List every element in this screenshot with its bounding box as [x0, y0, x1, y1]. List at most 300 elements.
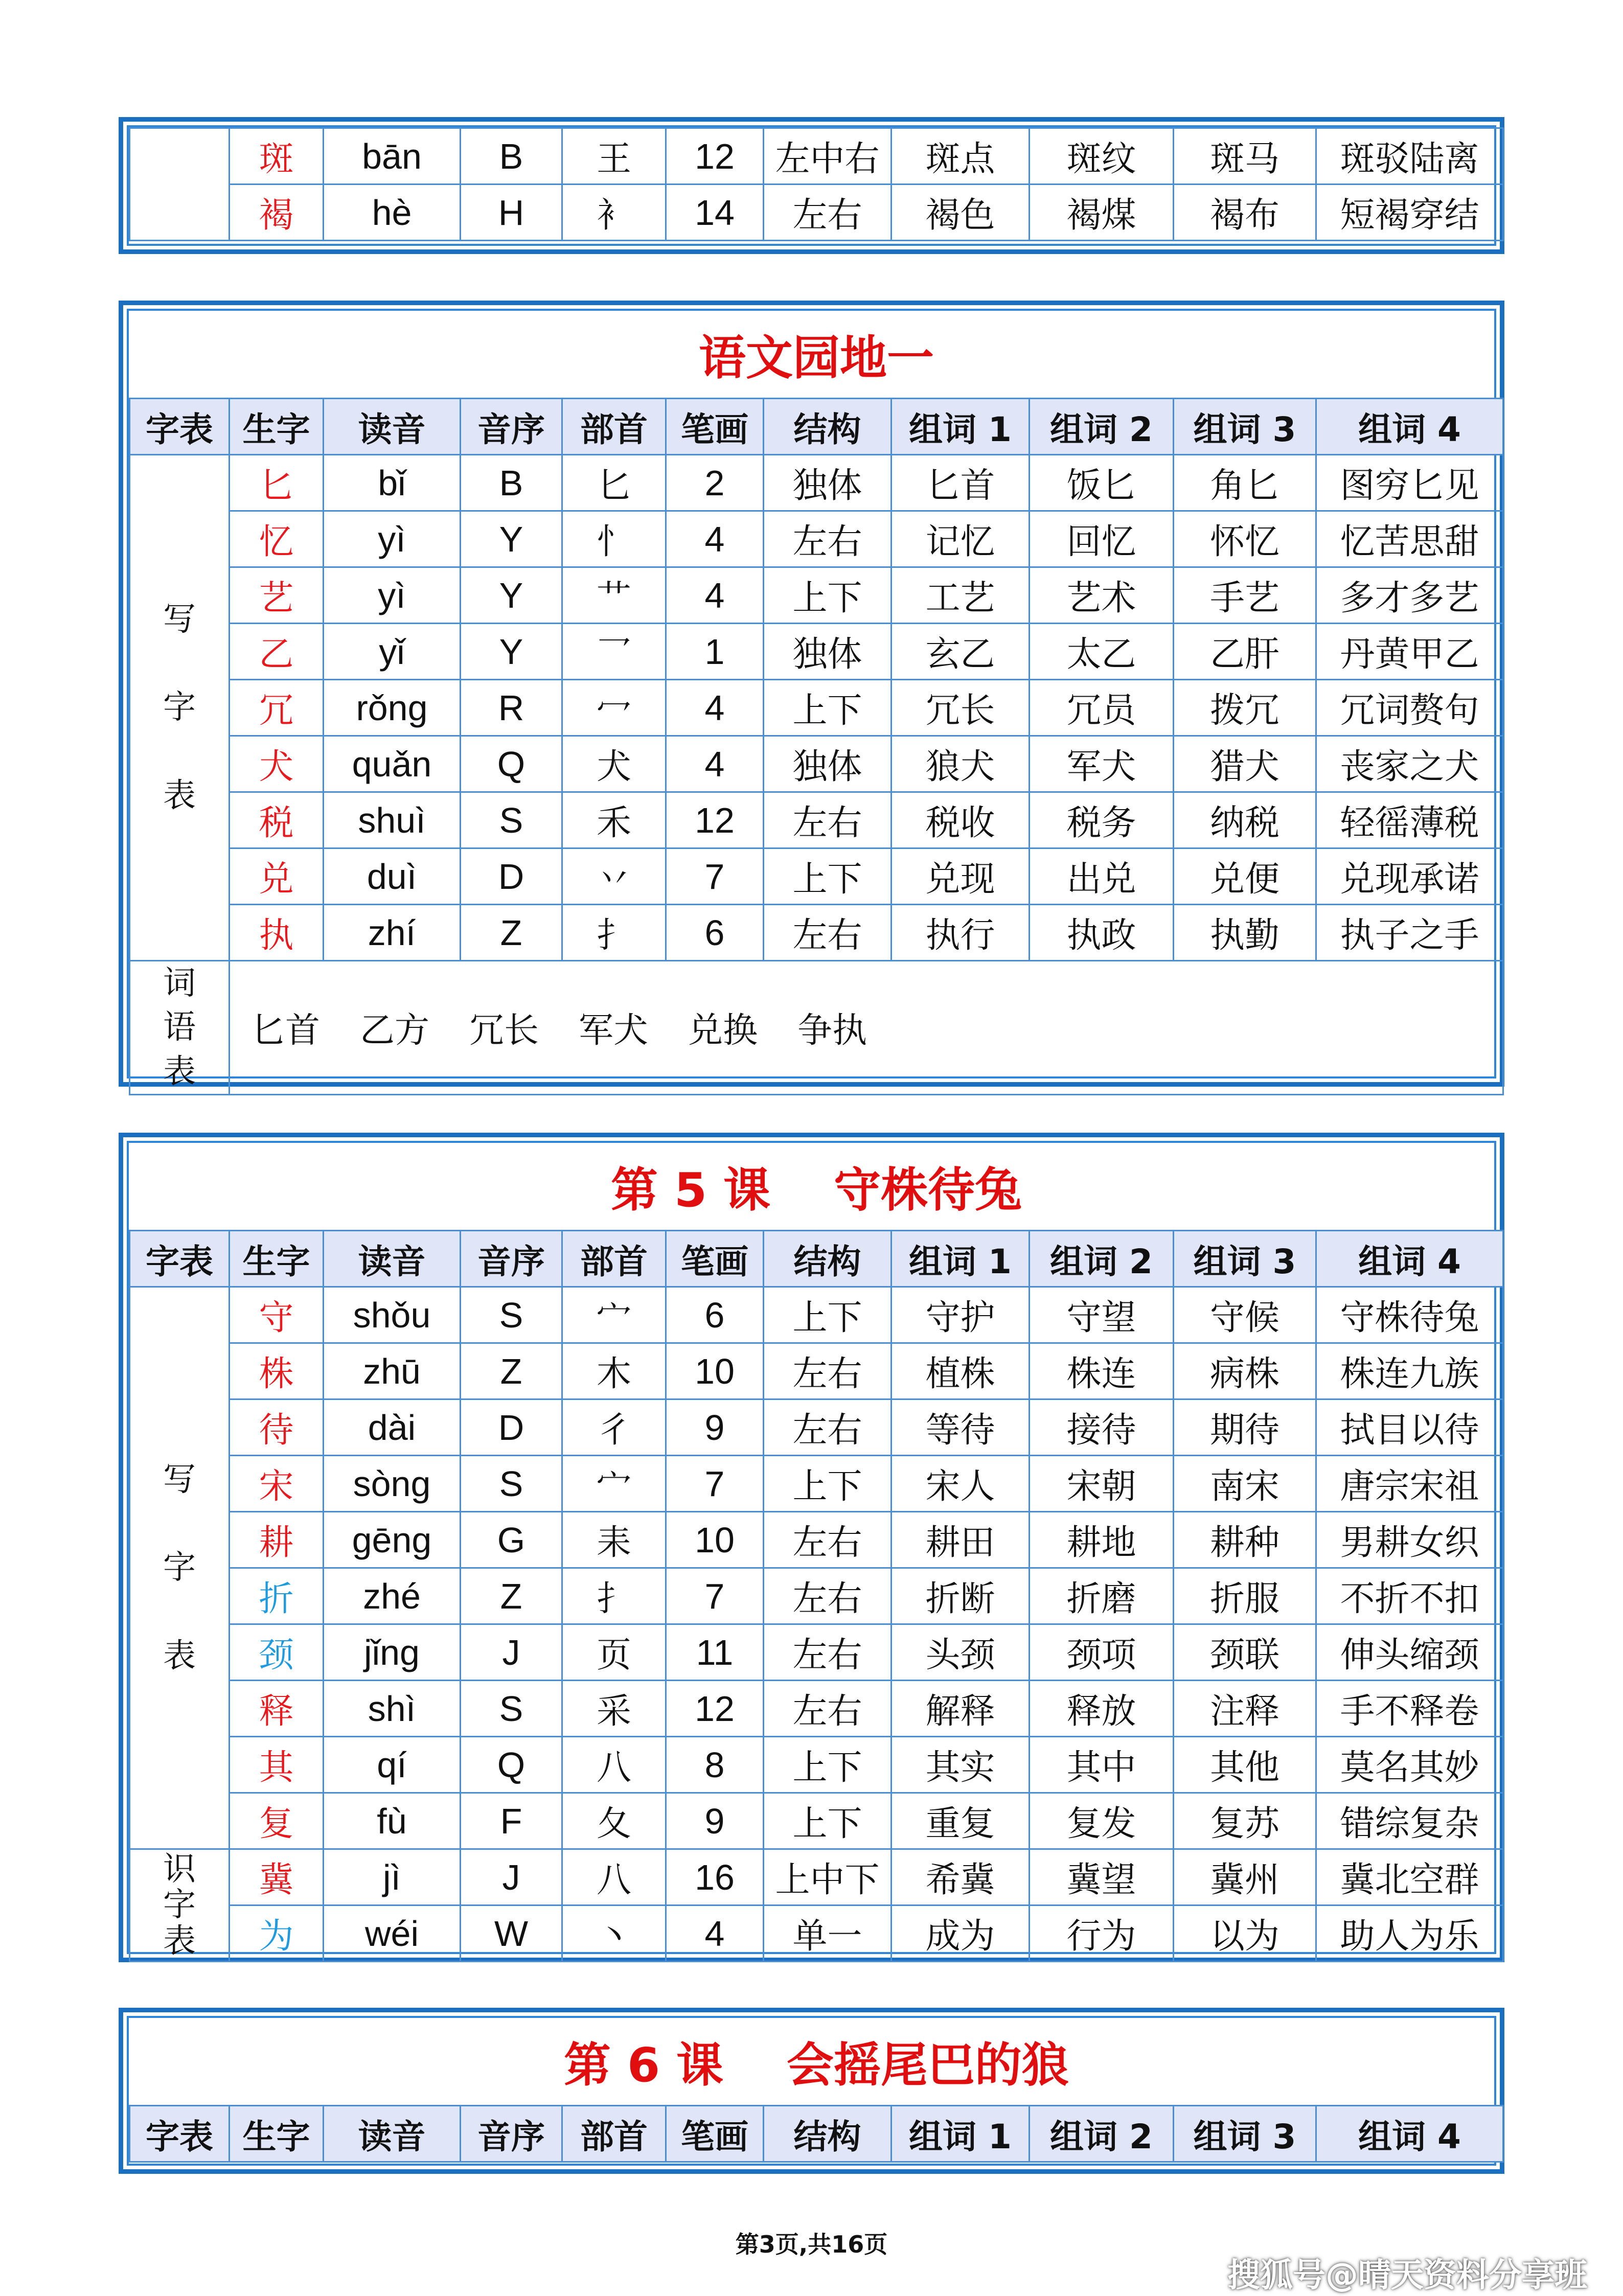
page-number: 第3页,共16页 — [735, 2231, 888, 2258]
word-cell: 税务 — [1030, 792, 1174, 848]
word-cell: 折断 — [891, 1568, 1030, 1624]
word-cell: 怀忆 — [1174, 511, 1316, 567]
word-cell: 拨冗 — [1174, 680, 1316, 736]
pinyin-cell: jì — [324, 1849, 461, 1905]
word-cell: 期待 — [1174, 1399, 1316, 1456]
word-cell: 冀州 — [1174, 1849, 1316, 1905]
pinyin-cell: shuì — [324, 792, 461, 848]
char-cell: 待 — [230, 1399, 324, 1456]
column-header: 结构 — [764, 399, 891, 455]
table-row — [130, 1287, 1503, 1343]
char-cell: 颈 — [230, 1624, 324, 1681]
table-row — [130, 1456, 1503, 1512]
vocab-word: 乙方 — [360, 1011, 430, 1051]
table-row — [130, 1568, 1503, 1624]
word-cell: 艺术 — [1030, 567, 1174, 624]
char-cell: 斑 — [230, 128, 324, 185]
char-cell: 艺 — [230, 567, 324, 624]
column-header: 音序 — [461, 399, 562, 455]
word-cell: 错综复杂 — [1316, 1793, 1503, 1849]
order-cell: S — [461, 1456, 562, 1512]
column-header: 组词 4 — [1316, 1231, 1503, 1287]
section-title-row — [130, 1143, 1503, 1231]
order-cell: B — [461, 128, 562, 185]
vocab-word: 匕首 — [250, 1011, 321, 1051]
vocab-word: 冗长 — [469, 1011, 539, 1051]
section-lesson-5 — [119, 1133, 1504, 1962]
pinyin-cell: shì — [324, 1681, 461, 1737]
word-cell: 成为 — [891, 1905, 1030, 1962]
table-row — [130, 1905, 1503, 1962]
radical-cell: 禾 — [562, 792, 666, 848]
table-row — [130, 905, 1503, 961]
word-cell: 宋朝 — [1030, 1456, 1174, 1512]
char-cell: 宋 — [230, 1456, 324, 1512]
section-lesson-6 — [119, 2008, 1504, 2174]
word-cell: 丹黄甲乙 — [1316, 624, 1503, 680]
radical-cell: 页 — [562, 1624, 666, 1681]
table-row — [130, 1737, 1503, 1793]
char-cell: 为 — [230, 1905, 324, 1962]
column-header: 组词 4 — [1316, 399, 1503, 455]
word-cell: 耕田 — [891, 1512, 1030, 1568]
strokes-cell: 4 — [666, 1905, 764, 1962]
section-title-row — [130, 2018, 1503, 2106]
order-cell: F — [461, 1793, 562, 1849]
word-cell: 伸头缩颈 — [1316, 1624, 1503, 1681]
pinyin-cell: qí — [324, 1737, 461, 1793]
word-cell: 其中 — [1030, 1737, 1174, 1793]
order-cell: Y — [461, 567, 562, 624]
order-cell: R — [461, 680, 562, 736]
word-cell: 等待 — [891, 1399, 1030, 1456]
column-header: 组词 3 — [1174, 2106, 1316, 2162]
word-cell: 手艺 — [1174, 567, 1316, 624]
word-cell: 不折不扣 — [1316, 1568, 1503, 1624]
word-cell: 褐布 — [1174, 185, 1316, 241]
radical-cell: 丷 — [562, 848, 666, 905]
word-cell: 丧家之犬 — [1316, 736, 1503, 792]
structure-cell: 独体 — [764, 736, 891, 792]
pinyin-cell: yǐ — [324, 624, 461, 680]
vocab-word: 争执 — [797, 1011, 867, 1051]
word-cell: 拭目以待 — [1316, 1399, 1503, 1456]
word-cell: 兑现 — [891, 848, 1030, 905]
word-cell: 执行 — [891, 905, 1030, 961]
table-continuation — [119, 117, 1504, 254]
radical-cell: 匕 — [562, 455, 666, 511]
section-title: 语文园地一 — [130, 311, 1503, 399]
word-cell: 太乙 — [1030, 624, 1174, 680]
structure-cell: 左中右 — [764, 128, 891, 185]
structure-cell: 左右 — [764, 1512, 891, 1568]
structure-cell: 左右 — [764, 1399, 891, 1456]
table-row — [130, 455, 1503, 511]
word-cell: 斑马 — [1174, 128, 1316, 185]
strokes-cell: 1 — [666, 624, 764, 680]
column-header: 音序 — [461, 2106, 562, 2162]
column-header: 组词 4 — [1316, 2106, 1503, 2162]
order-cell: D — [461, 848, 562, 905]
radical-cell: 耒 — [562, 1512, 666, 1568]
char-cell: 折 — [230, 1568, 324, 1624]
strokes-cell: 12 — [666, 1681, 764, 1737]
column-header: 部首 — [562, 399, 666, 455]
pinyin-cell: zhí — [324, 905, 461, 961]
vocab-row — [130, 961, 1503, 1095]
table-row — [130, 567, 1503, 624]
char-cell: 耕 — [230, 1512, 324, 1568]
section-yuwen-yuandi-1 — [119, 301, 1504, 1091]
pinyin-cell: dài — [324, 1399, 461, 1456]
word-cell: 其实 — [891, 1737, 1030, 1793]
strokes-cell: 7 — [666, 1456, 764, 1512]
section-title-row — [130, 311, 1503, 399]
radical-cell: 宀 — [562, 1287, 666, 1343]
word-cell: 斑驳陆离 — [1316, 128, 1503, 185]
word-cell: 守望 — [1030, 1287, 1174, 1343]
word-cell: 执政 — [1030, 905, 1174, 961]
word-cell: 回忆 — [1030, 511, 1174, 567]
strokes-cell: 2 — [666, 455, 764, 511]
order-cell: Q — [461, 736, 562, 792]
char-cell: 其 — [230, 1737, 324, 1793]
word-cell: 褐煤 — [1030, 185, 1174, 241]
radical-cell: 衤 — [562, 185, 666, 241]
strokes-cell: 14 — [666, 185, 764, 241]
structure-cell: 左右 — [764, 185, 891, 241]
word-cell: 工艺 — [891, 567, 1030, 624]
strokes-cell: 7 — [666, 848, 764, 905]
column-header: 组词 2 — [1030, 399, 1174, 455]
structure-cell: 左右 — [764, 1568, 891, 1624]
word-cell: 株连 — [1030, 1343, 1174, 1399]
pinyin-cell: zhū — [324, 1343, 461, 1399]
write-table-label: 写 字 表 — [130, 1287, 230, 1849]
order-cell: Y — [461, 511, 562, 567]
column-header: 读音 — [324, 2106, 461, 2162]
structure-cell: 上下 — [764, 1456, 891, 1512]
word-cell: 狼犬 — [891, 736, 1030, 792]
strokes-cell: 11 — [666, 1624, 764, 1681]
column-header: 组词 3 — [1174, 399, 1316, 455]
pinyin-cell: shǒu — [324, 1287, 461, 1343]
column-header: 音序 — [461, 1231, 562, 1287]
char-table-section1 — [129, 311, 1504, 1095]
word-cell: 冗员 — [1030, 680, 1174, 736]
table-row — [130, 185, 1503, 241]
strokes-cell: 6 — [666, 905, 764, 961]
order-cell: G — [461, 1512, 562, 1568]
word-cell: 男耕女织 — [1316, 1512, 1503, 1568]
radical-cell: 宀 — [562, 1456, 666, 1512]
word-cell: 冗词赘句 — [1316, 680, 1503, 736]
column-header: 组词 1 — [891, 399, 1030, 455]
side-label-empty — [130, 128, 230, 241]
char-cell: 犬 — [230, 736, 324, 792]
char-table-section2 — [129, 1143, 1504, 1962]
structure-cell: 上下 — [764, 848, 891, 905]
table-row — [130, 736, 1503, 792]
pinyin-cell: quǎn — [324, 736, 461, 792]
word-cell: 植株 — [891, 1343, 1030, 1399]
word-cell: 手不释卷 — [1316, 1681, 1503, 1737]
char-cell: 株 — [230, 1343, 324, 1399]
word-cell: 复发 — [1030, 1793, 1174, 1849]
word-cell: 助人为乐 — [1316, 1905, 1503, 1962]
pinyin-cell: sòng — [324, 1456, 461, 1512]
word-cell: 冀望 — [1030, 1849, 1174, 1905]
column-header: 部首 — [562, 2106, 666, 2162]
table-row — [130, 792, 1503, 848]
table-row — [130, 128, 1503, 185]
char-cell: 褐 — [230, 185, 324, 241]
table-row — [130, 511, 1503, 567]
pinyin-cell: zhé — [324, 1568, 461, 1624]
pinyin-cell: wéi — [324, 1905, 461, 1962]
pinyin-cell: yì — [324, 567, 461, 624]
column-header: 组词 2 — [1030, 1231, 1174, 1287]
column-header: 组词 1 — [891, 1231, 1030, 1287]
column-header: 结构 — [764, 2106, 891, 2162]
word-cell: 短褐穿结 — [1316, 185, 1503, 241]
structure-cell: 上中下 — [764, 1849, 891, 1905]
strokes-cell: 9 — [666, 1793, 764, 1849]
vocab-word: 兑换 — [688, 1011, 758, 1051]
word-cell: 角匕 — [1174, 455, 1316, 511]
char-table-section3 — [129, 2018, 1504, 2163]
char-cell: 守 — [230, 1287, 324, 1343]
structure-cell: 上下 — [764, 1737, 891, 1793]
column-header: 组词 3 — [1174, 1231, 1316, 1287]
structure-cell: 独体 — [764, 624, 891, 680]
word-cell: 折服 — [1174, 1568, 1316, 1624]
radical-cell: 扌 — [562, 905, 666, 961]
pinyin-cell: duì — [324, 848, 461, 905]
char-cell: 忆 — [230, 511, 324, 567]
word-cell: 接待 — [1030, 1399, 1174, 1456]
word-cell: 军犬 — [1030, 736, 1174, 792]
radical-cell: 冖 — [562, 680, 666, 736]
word-cell: 行为 — [1030, 1905, 1174, 1962]
structure-cell: 左右 — [764, 792, 891, 848]
radical-cell: 忄 — [562, 511, 666, 567]
column-header: 生字 — [230, 1231, 324, 1287]
order-cell: S — [461, 792, 562, 848]
word-cell: 斑点 — [891, 128, 1030, 185]
order-cell: S — [461, 1681, 562, 1737]
word-cell: 饭匕 — [1030, 455, 1174, 511]
char-cell: 税 — [230, 792, 324, 848]
table-row — [130, 1681, 1503, 1737]
strokes-cell: 8 — [666, 1737, 764, 1793]
word-cell: 出兑 — [1030, 848, 1174, 905]
radical-cell: 夂 — [562, 1793, 666, 1849]
word-cell: 兑现承诺 — [1316, 848, 1503, 905]
char-cell: 匕 — [230, 455, 324, 511]
radical-cell: 丶 — [562, 1905, 666, 1962]
word-cell: 南宋 — [1174, 1456, 1316, 1512]
structure-cell: 单一 — [764, 1905, 891, 1962]
strokes-cell: 4 — [666, 567, 764, 624]
word-cell: 折磨 — [1030, 1568, 1174, 1624]
structure-cell: 左右 — [764, 511, 891, 567]
pinyin-cell: fù — [324, 1793, 461, 1849]
structure-cell: 左右 — [764, 1681, 891, 1737]
word-cell: 轻徭薄税 — [1316, 792, 1503, 848]
order-cell: J — [461, 1849, 562, 1905]
structure-cell: 上下 — [764, 1793, 891, 1849]
word-cell: 颈联 — [1174, 1624, 1316, 1681]
column-header: 组词 2 — [1030, 2106, 1174, 2162]
column-header: 笔画 — [666, 1231, 764, 1287]
structure-cell: 左右 — [764, 905, 891, 961]
strokes-cell: 12 — [666, 128, 764, 185]
strokes-cell: 10 — [666, 1343, 764, 1399]
column-header: 字表 — [130, 1231, 230, 1287]
word-cell: 多才多艺 — [1316, 567, 1503, 624]
order-cell: D — [461, 1399, 562, 1456]
word-cell: 图穷匕见 — [1316, 455, 1503, 511]
strokes-cell: 6 — [666, 1287, 764, 1343]
structure-cell: 上下 — [764, 680, 891, 736]
table-header-row — [130, 1231, 1503, 1287]
strokes-cell: 4 — [666, 736, 764, 792]
word-cell: 执子之手 — [1316, 905, 1503, 961]
table-header-row — [130, 2106, 1503, 2162]
strokes-cell: 10 — [666, 1512, 764, 1568]
word-cell: 病株 — [1174, 1343, 1316, 1399]
vocab-table-label: 词 语 表 — [130, 961, 230, 1095]
char-cell: 兑 — [230, 848, 324, 905]
column-header: 部首 — [562, 1231, 666, 1287]
radical-cell: 八 — [562, 1849, 666, 1905]
word-cell: 其他 — [1174, 1737, 1316, 1793]
column-header: 笔画 — [666, 399, 764, 455]
radical-cell: 彳 — [562, 1399, 666, 1456]
radical-cell: 艹 — [562, 567, 666, 624]
word-cell: 乙肝 — [1174, 624, 1316, 680]
radical-cell: 八 — [562, 1737, 666, 1793]
word-cell: 耕种 — [1174, 1512, 1316, 1568]
pinyin-cell: hè — [324, 185, 461, 241]
write-table-label: 写 字 表 — [130, 455, 230, 961]
word-cell: 颈项 — [1030, 1624, 1174, 1681]
word-cell: 株连九族 — [1316, 1343, 1503, 1399]
word-cell: 耕地 — [1030, 1512, 1174, 1568]
char-cell: 复 — [230, 1793, 324, 1849]
word-cell: 执勤 — [1174, 905, 1316, 961]
column-header: 字表 — [130, 399, 230, 455]
word-cell: 解释 — [891, 1681, 1030, 1737]
word-cell: 玄乙 — [891, 624, 1030, 680]
word-cell: 守候 — [1174, 1287, 1316, 1343]
order-cell: W — [461, 1905, 562, 1962]
column-header: 读音 — [324, 399, 461, 455]
order-cell: Z — [461, 905, 562, 961]
table-row — [130, 1512, 1503, 1568]
strokes-cell: 16 — [666, 1849, 764, 1905]
char-cell: 冀 — [230, 1849, 324, 1905]
table-row — [130, 1849, 1503, 1905]
column-header: 生字 — [230, 2106, 324, 2162]
radical-cell: 王 — [562, 128, 666, 185]
pinyin-cell: jǐng — [324, 1624, 461, 1681]
word-cell: 唐宗宋祖 — [1316, 1456, 1503, 1512]
word-cell: 守株待兔 — [1316, 1287, 1503, 1343]
char-cell: 执 — [230, 905, 324, 961]
structure-cell: 上下 — [764, 567, 891, 624]
pinyin-cell: yì — [324, 511, 461, 567]
word-cell: 宋人 — [891, 1456, 1030, 1512]
pinyin-cell: gēng — [324, 1512, 461, 1568]
word-cell: 释放 — [1030, 1681, 1174, 1737]
vocab-list — [230, 961, 1503, 1095]
table-row — [130, 1343, 1503, 1399]
radical-cell: 乛 — [562, 624, 666, 680]
order-cell: Y — [461, 624, 562, 680]
order-cell: Z — [461, 1568, 562, 1624]
structure-cell: 上下 — [764, 1287, 891, 1343]
word-cell: 兑便 — [1174, 848, 1316, 905]
column-header: 结构 — [764, 1231, 891, 1287]
vocab-word: 军犬 — [579, 1011, 649, 1051]
structure-cell: 独体 — [764, 455, 891, 511]
table-row — [130, 848, 1503, 905]
strokes-cell: 4 — [666, 680, 764, 736]
radical-cell: 犬 — [562, 736, 666, 792]
word-cell: 纳税 — [1174, 792, 1316, 848]
word-cell: 匕首 — [891, 455, 1030, 511]
word-cell: 复苏 — [1174, 1793, 1316, 1849]
column-header: 字表 — [130, 2106, 230, 2162]
table-row — [130, 1793, 1503, 1849]
column-header: 生字 — [230, 399, 324, 455]
strokes-cell: 9 — [666, 1399, 764, 1456]
char-table-top — [129, 127, 1504, 241]
word-cell: 忆苦思甜 — [1316, 511, 1503, 567]
order-cell: S — [461, 1287, 562, 1343]
column-header: 组词 1 — [891, 2106, 1030, 2162]
strokes-cell: 4 — [666, 511, 764, 567]
word-cell: 希冀 — [891, 1849, 1030, 1905]
word-cell: 褐色 — [891, 185, 1030, 241]
word-cell: 以为 — [1174, 1905, 1316, 1962]
word-cell: 记忆 — [891, 511, 1030, 567]
word-cell: 冗长 — [891, 680, 1030, 736]
table-row — [130, 680, 1503, 736]
char-cell: 乙 — [230, 624, 324, 680]
section-title: 第 5 课 守株待兔 — [130, 1143, 1503, 1231]
word-cell: 冀北空群 — [1316, 1849, 1503, 1905]
order-cell: Q — [461, 1737, 562, 1793]
table-row — [130, 624, 1503, 680]
order-cell: Z — [461, 1343, 562, 1399]
structure-cell: 左右 — [764, 1343, 891, 1399]
radical-cell: 木 — [562, 1343, 666, 1399]
radical-cell: 采 — [562, 1681, 666, 1737]
strokes-cell: 7 — [666, 1568, 764, 1624]
word-cell: 斑纹 — [1030, 128, 1174, 185]
word-cell: 注释 — [1174, 1681, 1316, 1737]
word-cell: 猎犬 — [1174, 736, 1316, 792]
char-cell: 冗 — [230, 680, 324, 736]
word-cell: 莫名其妙 — [1316, 1737, 1503, 1793]
word-cell: 守护 — [891, 1287, 1030, 1343]
pinyin-cell: bǐ — [324, 455, 461, 511]
order-cell: J — [461, 1624, 562, 1681]
section-title: 第 6 课 会摇尾巴的狼 — [130, 2018, 1503, 2106]
